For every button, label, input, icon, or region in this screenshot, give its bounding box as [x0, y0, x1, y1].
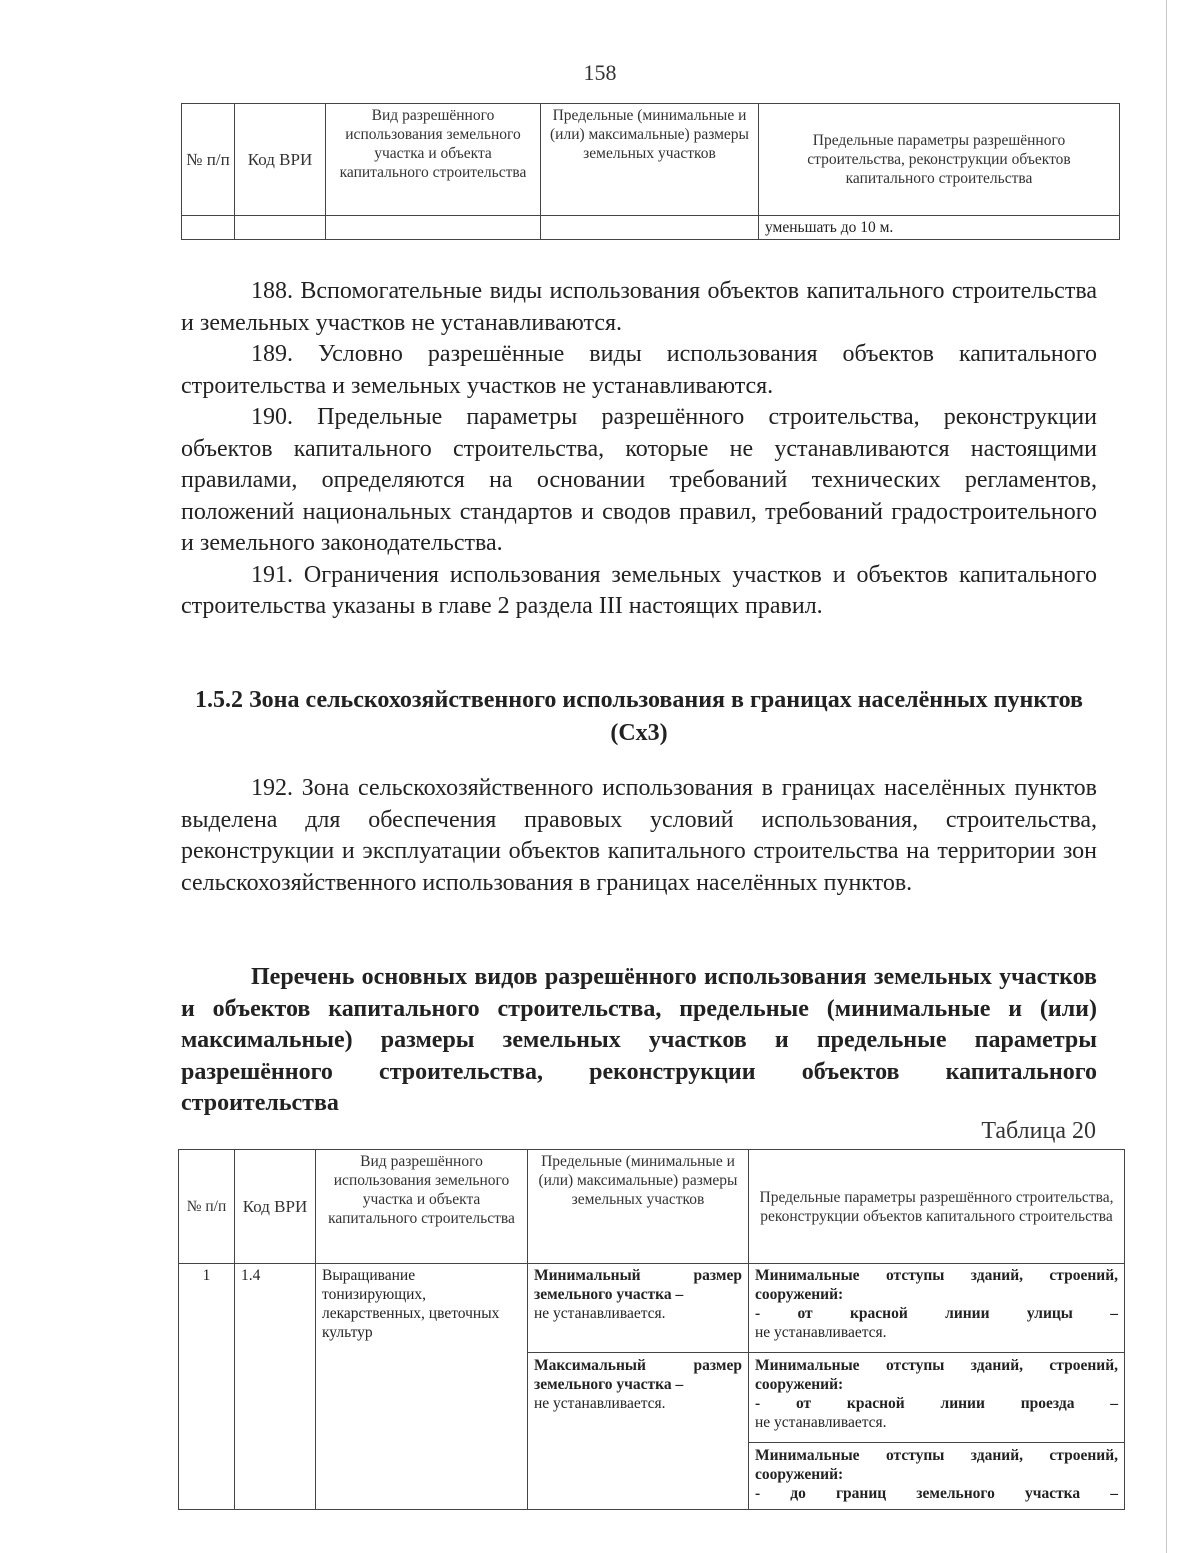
table20-header-num: № п/п [179, 1150, 235, 1264]
param1-value: не устанавливается. [755, 1324, 887, 1341]
table20-header-code: Код ВРИ [235, 1150, 316, 1264]
header-sizes: Предельные (минимальные и (или) максимальные) размеры земельных участков [541, 104, 759, 216]
row-code: 1.4 [235, 1264, 316, 1510]
param2-value: не устанавливается. [755, 1414, 887, 1431]
param3-title: Минимальные отступы зданий, строений, сооружений: [755, 1447, 1118, 1483]
param2-title: Минимальные отступы зданий, строений, сооружений: [755, 1357, 1118, 1393]
param3-item: - до границ земельного участка – [755, 1485, 1118, 1502]
paragraphs-block [181, 276, 1097, 623]
row-kind: Выращивание тонизирующих, лекарственных, цветочных культур [316, 1264, 528, 1510]
page-edge [1166, 0, 1167, 1553]
page-number: 158 [583, 60, 617, 85]
param2-item: - от красной линии проезда – [755, 1395, 1118, 1412]
paragraph-188: 188. Вспомогательные виды использования объектов капитального строительства и земельных участков не устанавливаются. [181, 278, 1097, 336]
paragraph-192-block [181, 773, 1097, 899]
header-num: № п/п [182, 104, 235, 216]
header-params: Предельные параметры разрешённого строительства, реконструкции объектов капитального строительства [759, 104, 1120, 216]
paragraph-189: 189. Условно разрешённые виды использования объектов капитального строительства и земельных участков не устанавливаются. [181, 341, 1097, 399]
continuation-table [181, 103, 1120, 240]
table-label: Таблица 20 [981, 1118, 1096, 1144]
list-title: Перечень основных видов разрешённого использования земельных участков и объектов капитального строительства, предельные (минимальные и (или) максимальные) размеры земельных участков и предельные параметры разрешённого строительства, реконструкции объектов капитального строительства [181, 964, 1097, 1116]
table-20 [178, 1149, 1125, 1510]
section-heading: 1.5.2 Зона сельскохозяйственного использования в границах населённых пунктов (Сх3) [195, 687, 1083, 746]
continuation-cell: уменьшать до 10 м. [759, 216, 1120, 240]
max-size-title: Максимальный размер земельного участка – [534, 1357, 742, 1393]
param1-item: - от красной линии улицы – [755, 1305, 1118, 1322]
paragraph-192: 192. Зона сельскохозяйственного использования в границах населённых пунктов выделена для обеспечения правовых условий использования, строительства, реконструкции и эксплуатации объектов капитального строительства на территории зон сельскохозяйственного использования в границах населённых пунктов. [181, 775, 1097, 896]
table20-header-params: Предельные параметры разрешённого строительства, реконструкции объектов капитального строительства [749, 1150, 1125, 1264]
paragraph-191: 191. Ограничения использования земельных участков и объектов капитального строительства указаны в главе 2 раздела III настоящих правил. [181, 561, 1097, 619]
row-num: 1 [179, 1264, 235, 1510]
paragraph-190: 190. Предельные параметры разрешённого строительства, реконструкции объектов капитального строительства, которые не устанавливаются настоящими правилами, определяются на основании требований технических регламентов, положений национальных стандартов и сводов правил, требований градостроительного и земельного законодательства. [181, 404, 1097, 556]
row-params [749, 1264, 1125, 1510]
row-sizes [528, 1264, 749, 1510]
table20-header-sizes: Предельные (минимальные и (или) максимальные) размеры земельных участков [528, 1150, 749, 1264]
max-size-value: не устанавливается. [534, 1395, 666, 1412]
header-kind: Вид разрешённого использования земельного участка и объекта капитального строительства [326, 104, 541, 216]
param1-title: Минимальные отступы зданий, строений, сооружений: [755, 1267, 1118, 1303]
header-code: Код ВРИ [235, 104, 326, 216]
min-size-value: не устанавливается. [534, 1305, 666, 1322]
min-size-title: Минимальный размер земельного участка – [534, 1267, 742, 1303]
table20-header-kind: Вид разрешённого использования земельного участка и объекта капитального строительства [316, 1150, 528, 1264]
